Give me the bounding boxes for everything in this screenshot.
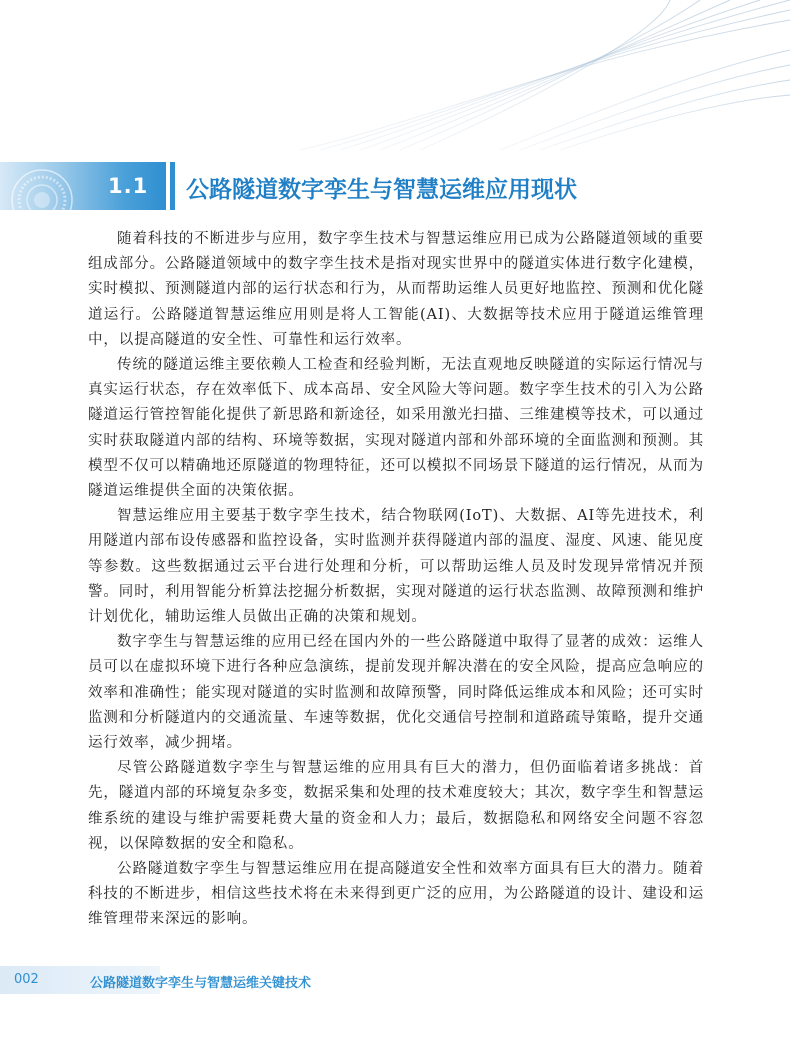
page-footer — [0, 966, 790, 994]
section-header — [0, 160, 790, 212]
book-title: 公路隧道数字孪生与智慧运维关键技术 — [90, 976, 312, 991]
decorative-wave-background — [0, 0, 790, 150]
paragraph: 传统的隧道运维主要依赖人工检查和经验判断，无法直观地反映隧道的实际运行情况与真实运行状态，存在效率低下、成本高昂、安全风险大等问题。数字孪生技术的引入为公路隧道运行管控智能化提供了新思路和新途径，如采用激光扫描、三维建模等技术，可以通过实时获取隧道内部的结构、环境等数据，实现对隧道内部和外部环境的全面监测和预测。其模型不仅可以精确地还原隧道的物理特征，还可以模拟不同场景下隧道的运行情况，从而为隧道运维提供全面的决策依据。 — [88, 357, 704, 500]
section-number: 1.1 — [108, 174, 149, 198]
paragraph: 数字孪生与智慧运维的应用已经在国内外的一些公路隧道中取得了显著的成效：运维人员可以在虚拟环境下进行各种应急演练，提前发现并解决潜在的安全风险，提高应急响应的效率和准确性；能实现对隧道的实时监测和故障预警，同时降低运维成本和风险；还可实时监测和分析隧道内的交通流量、车速等数据，优化交通信号控制和道路疏导策略，提升交通运行效率，减少拥堵。 — [88, 634, 704, 752]
decorative-circle-icon — [10, 168, 74, 210]
section-title: 公路隧道数字孪生与智慧运维应用现状 — [186, 177, 577, 203]
paragraph: 随着科技的不断进步与应用，数字孪生技术与智慧运维应用已成为公路隧道领域的重要组成部分。公路隧道领域中的数字孪生技术是指对现实世界中的隧道实体进行数字化建模，实时模拟、预测隧道内部的运行状态和行为，从而帮助运维人员更好地监控、预测和优化隧道运行。公路隧道智慧运维应用则是将人工智能(AI)、大数据等技术应用于隧道运维管理中，以提高隧道的安全性、可靠性和运行效率。 — [88, 231, 704, 348]
page-number: 002 — [14, 972, 39, 987]
header-divider — [170, 162, 175, 210]
body-text — [88, 227, 704, 933]
section-number-banner — [0, 162, 166, 210]
paragraph: 尽管公路隧道数字孪生与智慧运维的应用具有巨大的潜力，但仍面临着诸多挑战：首先，隧道内部的环境复杂多变，数据采集和处理的技术难度较大；其次，数字孪生和智慧运维系统的建设与维护需要耗费大量的资金和人力；最后，数据隐私和网络安全问题不容忽视，以保障数据的安全和隐私。 — [88, 760, 704, 852]
paragraph: 公路隧道数字孪生与智慧运维应用在提高隧道安全性和效率方面具有巨大的潜力。随着科技的不断进步，相信这些技术将在未来得到更广泛的应用，为公路隧道的设计、建设和运维管理带来深远的影响。 — [88, 861, 704, 928]
paragraph: 智慧运维应用主要基于数字孪生技术，结合物联网(IoT)、大数据、AI等先进技术，利用隧道内部布设传感器和监控设备，实时监测并获得隧道内部的温度、湿度、风速、能见度等参数。这些数据通过云平台进行处理和分析，可以帮助运维人员及时发现异常情况并预警。同时，利用智能分析算法挖掘分析数据，实现对隧道的运行状态监测、故障预测和维护计划优化，辅助运维人员做出正确的决策和规划。 — [88, 508, 704, 626]
